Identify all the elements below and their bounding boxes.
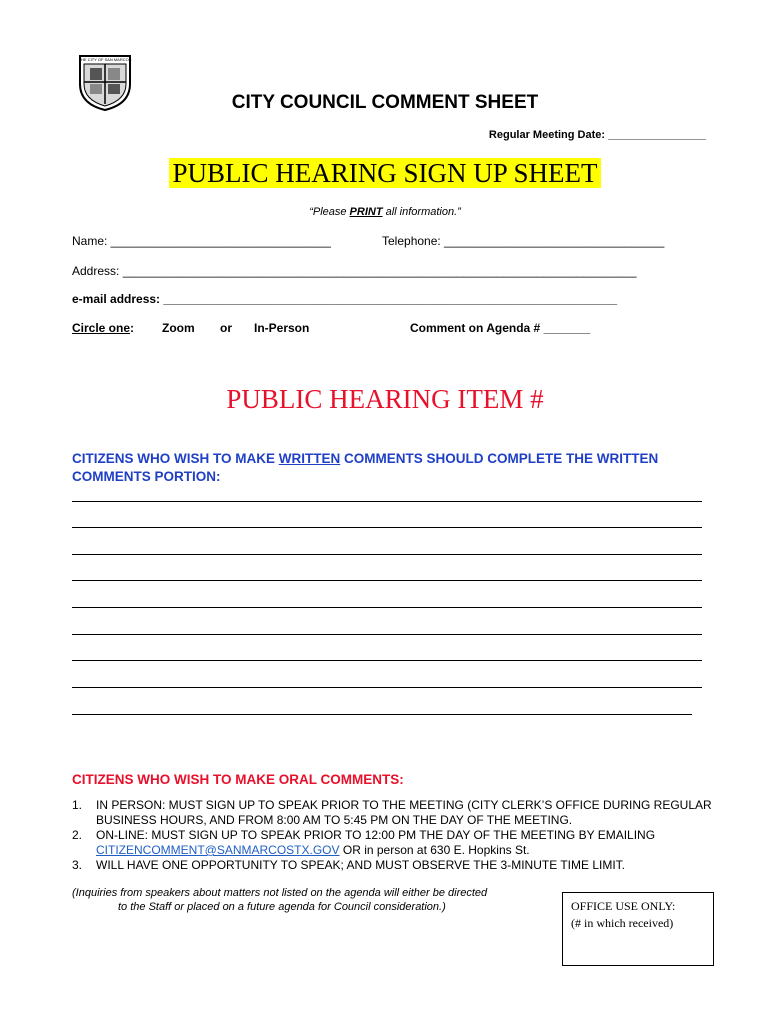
circle-one-text: Circle one (72, 321, 131, 335)
list-item-number: 2. (72, 828, 83, 842)
print-note-post: all information.” (382, 206, 461, 218)
written-heading-post: COMMENTS SHOULD COMPLETE THE WRITTEN COMMENTS PORTION: (72, 451, 659, 484)
list-item-text: IN PERSON: MUST SIGN UP TO SPEAK PRIOR TO THE MEETING (CITY CLERK’S OFFICE DURING REGULAR BUSINESS HOURS, AND FROM 8:00 AM TO 5:45 PM ON THE DAY OF THE MEETING. (96, 798, 712, 827)
page-title: CITY COUNCIL COMMENT SHEET (231, 92, 539, 113)
list-item-text: ON-LINE: MUST SIGN UP TO SPEAK PRIOR TO 12:00 PM THE DAY OF THE MEETING BY EMAILING (96, 828, 656, 842)
signup-sheet-title-text: PUBLIC HEARING SIGN UP SHEET (169, 158, 600, 188)
list-item-text: WILL HAVE ONE OPPORTUNITY TO SPEAK; AND MUST OBSERVE THE 3-MINUTE TIME LIMIT. (96, 858, 626, 872)
inquiry-note (72, 886, 532, 914)
seal-text: THE CITY OF SAN MARCOS (78, 57, 132, 62)
or-label: or (220, 321, 232, 335)
zoom-option[interactable]: Zoom (162, 321, 195, 335)
email-field[interactable]: e-mail address: ____________________________________________________________________ (72, 292, 618, 306)
comment-line[interactable] (72, 714, 692, 715)
list-item (72, 858, 712, 873)
office-use-title: OFFICE USE ONLY: (571, 899, 676, 913)
list-item (72, 798, 712, 828)
name-field[interactable]: Name: _________________________________ (72, 234, 331, 248)
office-use-subtitle: (# in which received) (571, 916, 674, 930)
comment-line[interactable] (72, 501, 702, 502)
in-person-option[interactable]: In-Person (254, 321, 310, 335)
comment-line[interactable] (72, 660, 702, 661)
comment-line[interactable] (72, 634, 702, 635)
address-field[interactable]: Address: _____________________________________________________________________________ (72, 264, 637, 278)
list-item-number: 1. (72, 798, 83, 812)
comment-line[interactable] (72, 687, 702, 688)
comment-line[interactable] (72, 527, 702, 528)
list-item-text: OR in person at 630 E. Hopkins St. (339, 843, 530, 857)
inquiry-note-line: (Inquiries from speakers about matters not listed on the agenda will either be directed (72, 887, 488, 899)
print-note-emphasis: PRINT (349, 206, 383, 218)
public-hearing-item-title: PUBLIC HEARING ITEM # (226, 384, 544, 414)
inquiry-note-line: to the Staff or placed on a future agenda for Council consideration.) (118, 901, 446, 913)
signup-sheet-title (0, 158, 770, 189)
circle-one-colon: : (130, 321, 135, 335)
oral-comments-heading: CITIZENS WHO WISH TO MAKE ORAL COMMENTS: (72, 772, 404, 787)
regular-meeting-date[interactable]: Regular Meeting Date: ________________ (488, 129, 706, 141)
citizen-comment-email-link[interactable]: CITIZENCOMMENT@SANMARCOSTX.GOV (96, 843, 340, 857)
comment-line[interactable] (72, 607, 702, 608)
comment-line[interactable] (72, 580, 702, 581)
agenda-number-field[interactable]: Comment on Agenda # _______ (410, 321, 591, 335)
telephone-field[interactable]: Telephone: _________________________________ (382, 234, 665, 248)
comment-line[interactable] (72, 554, 702, 555)
written-heading-emphasis: WRITTEN (278, 451, 341, 466)
written-comments-heading (72, 450, 692, 486)
oral-instructions-list (72, 798, 712, 873)
list-item (72, 828, 712, 858)
print-note-pre: “Please (309, 206, 350, 218)
written-heading-pre: CITIZENS WHO WISH TO MAKE (72, 451, 279, 466)
print-note (0, 206, 770, 218)
list-item-number: 3. (72, 858, 83, 872)
circle-one-label (72, 321, 134, 335)
office-use-box (562, 892, 714, 966)
